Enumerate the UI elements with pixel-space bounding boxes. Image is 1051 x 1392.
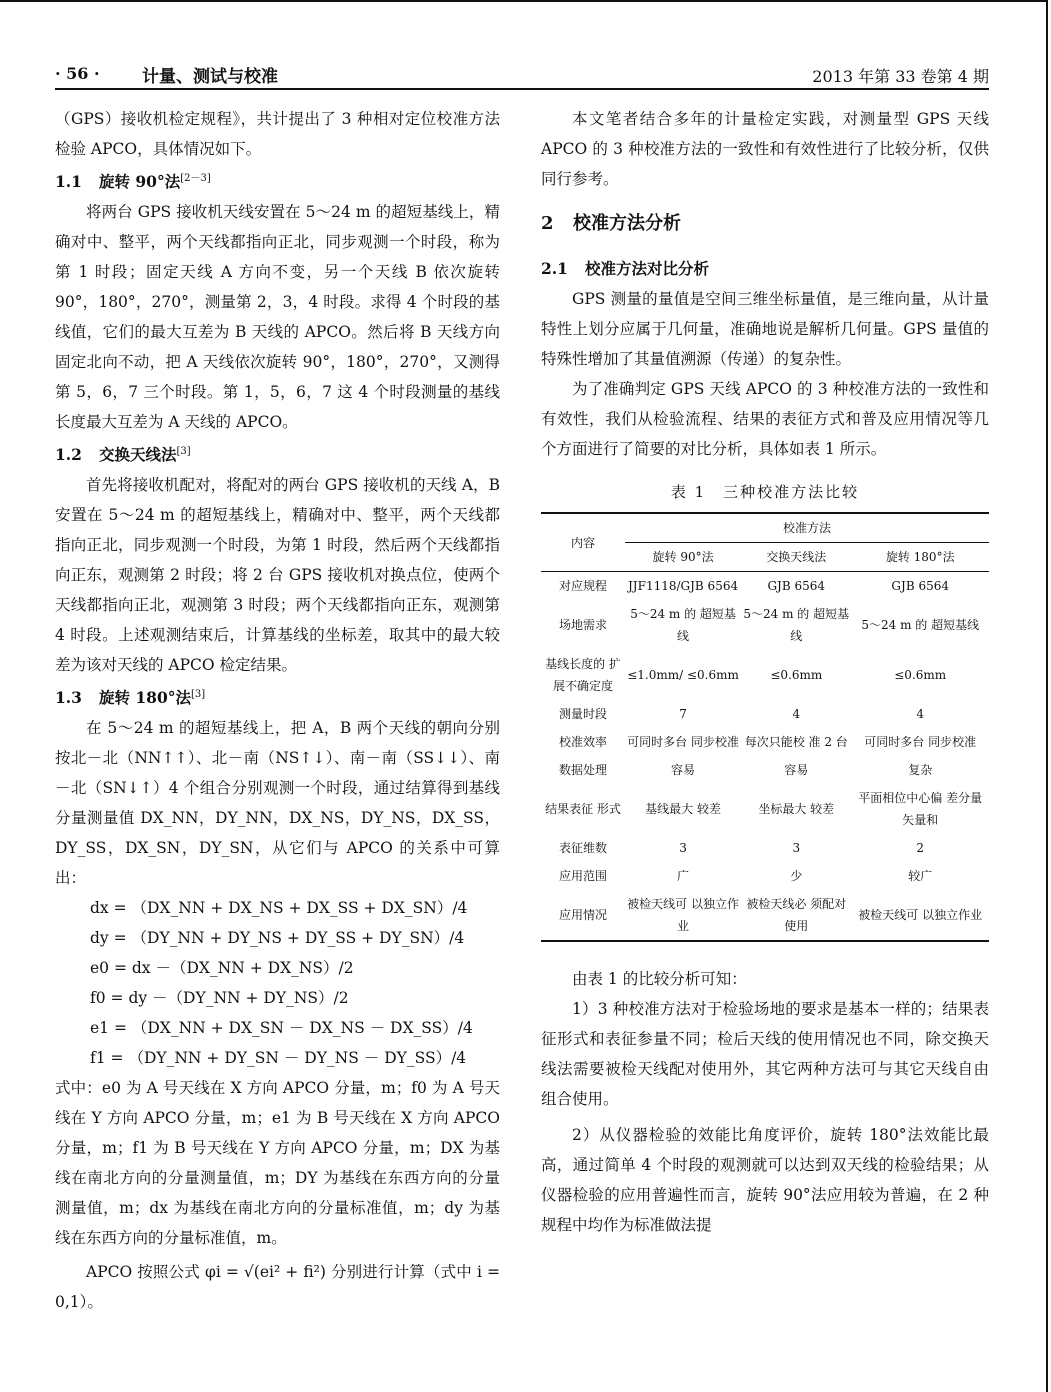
table-cell: 被检天线必 须配对使用: [741, 890, 851, 941]
table-cell: ≤0.6mm: [770, 668, 823, 682]
table-row: [541, 700, 989, 728]
table-cell: 3: [679, 841, 687, 855]
table-row-label: 结果表征 形式: [545, 802, 621, 816]
table-row-label: 应用范围: [558, 869, 607, 883]
table-cell: GJB 6564: [767, 579, 826, 593]
table-cell: 3: [792, 841, 801, 855]
table-cell: 容易: [671, 763, 696, 777]
page-right-border: [1046, 0, 1048, 1392]
paragraph: 为了准确判定 GPS 天线 APCO 的 3 种校准方法的一致性和有效性，我们从检验流程、结果的表征方式和普及应用情况等几个方面进行了简要的对比分析，具体如表 1 所示。: [541, 380, 989, 458]
table-header-method: 旋转 90°法: [625, 543, 741, 572]
table-cell: 坐标最大 较差: [758, 802, 835, 816]
table-cell: 每次只能校 准 2 台: [744, 735, 848, 749]
table-row: [541, 572, 989, 601]
table-row-label: 表征维数: [558, 841, 607, 855]
table-cell: 容易: [784, 763, 809, 777]
formula: dx = （DX_NN + DX_NS + DX_SS + DX_SN）/4: [90, 899, 468, 918]
paragraph: GPS 测量的量值是空间三维坐标量值，是三维向量，从计量特性上划分应属于几何量，准确地说是解析几何量。GPS 量值的特殊性增加了其量值溯源（传递）的复杂性。: [541, 290, 989, 368]
paragraph: 1）3 种校准方法对于检验场地的要求是基本一样的；结果表征形式和表征参量不同；检后天线的使用情况也不同，除交换天线法需要被检天线配对使用外，其它两种方法可与其它天线自由组合使用。: [541, 1000, 989, 1108]
table-cell: 少: [790, 869, 803, 883]
table-header-method: 旋转 180°法: [851, 543, 989, 572]
table-cell: 广: [677, 869, 690, 883]
section-heading: 1.2 交换天线法[3]: [55, 445, 191, 465]
table-cell: ≤0.6mm: [894, 668, 947, 682]
table-cell: 4: [916, 707, 925, 721]
table-cell: JJF1118/GJB 6564: [628, 579, 739, 593]
table-cell: ≤1.0mm/ ≤0.6mm: [627, 668, 739, 682]
table-cell: 5～24 m 的 超短基线: [861, 618, 980, 632]
table-cell: 7: [679, 707, 687, 721]
table-body: [541, 572, 989, 942]
table-caption: 表 1 三种校准方法比较: [670, 483, 860, 501]
section-heading: 2.1 校准方法对比分析: [541, 259, 710, 278]
paragraph: 将两台 GPS 接收机天线安置在 5～24 m 的超短基线上，精确对中、整平，两个天线都指向正北，同步观测一个时段，称为第 1 时段；固定天线 A 方向不变，另一个天线 B 依次旋转 90°，180°，270°，测量第 2，3，4 时段。求得 4 个时段的基线值，它们的最大互差为 B 天线的 APCO。然后将 B 天线方向固定北向不动，把 A 天线依次旋转 90°，180°，270°，又测得第 5，6，7 三个时段。第 1，5，6，7 这 4 个时段测量的基线长度最大互差为 A 天线的 APCO。: [55, 203, 500, 432]
table-row-label: 应用情况: [541, 890, 625, 941]
table-cell: 可同时多台 同步校准: [864, 735, 977, 749]
paragraph: 本文笔者结合多年的计量检定实践，对测量型 GPS 天线 APCO 的 3 种校准方法的一致性和有效性进行了比较分析，仅供同行参考。: [541, 110, 989, 188]
paragraph: 首先将接收机配对，将配对的两台 GPS 接收机的天线 A，B 安置在 5～24 m 的超短基线上，精确对中、整平，两个天线都指向正北，同步观测一个时段，为第 1 时段，然后两个天线都指向正东，观测第 2 时段；将 2 台 GPS 接收机对换点位，使两个天线都指向正北，观测第 3 时段；两个天线都指向正东，观测第 4 时段。上述观测结束后，计算基线的坐标差，取其中的最大较差为该对天线的 APCO 检定结果。: [55, 476, 500, 675]
table-cell: 可同时多台 同步校准: [627, 735, 739, 749]
paragraph: （GPS）接收机检定规程》，共计提出了 3 种相对定位校准方法检验 APCO，具体情况如下。: [55, 110, 500, 158]
formula: f1 = （DY_NN + DY_SN － DY_NS － DY_SS）/4: [90, 1049, 467, 1068]
formula: e0 = dx －（DX_NN + DX_NS）/2: [90, 959, 354, 978]
table-row: [541, 728, 989, 756]
table-cell: 基线最大 较差: [645, 802, 721, 816]
table-cell: 被检天线可 以独立作业: [851, 890, 989, 941]
issue-label: 2013 年第 33 卷第 4 期: [812, 67, 989, 86]
table-row-label: 测量时段: [558, 707, 607, 721]
table-row: [541, 834, 989, 862]
table-cell: 4: [792, 707, 801, 721]
table-header-content: 内容: [541, 513, 625, 572]
table-cell: 5～24 m 的 超短基线: [743, 607, 850, 643]
table-cell: 较广: [908, 869, 933, 883]
table-header-method: 交换天线法: [741, 543, 851, 572]
paragraph: 由表 1 的比较分析可知：: [572, 970, 747, 988]
table-cell: 复杂: [908, 763, 933, 777]
table-row: [541, 650, 989, 700]
table-cell: 被检天线可 以独立作业: [625, 890, 741, 941]
table-row-label: 数据处理: [558, 763, 607, 777]
table-row: [541, 862, 989, 890]
page-top-border: [0, 0, 1046, 2]
table-row-label: 基线长度的 扩展不确定度: [545, 657, 621, 693]
table-row: [541, 756, 989, 784]
formula-block: [55, 893, 500, 1073]
section-heading: 1.3 旋转 180°法[3]: [55, 688, 206, 708]
section-heading: 1.1 旋转 90°法[2－3]: [55, 172, 211, 192]
table-header-group: 校准方法: [625, 513, 989, 543]
table-row-label: 场地需求: [558, 618, 607, 632]
header-rule: [55, 88, 989, 90]
formula: e1 = （DX_NN + DX_SN － DX_NS － DX_SS）/4: [90, 1019, 473, 1038]
table-cell: 平面相位中心偏 差分量矢量和: [858, 791, 983, 827]
section-heading: 2 校准方法分析: [541, 213, 681, 234]
table-row: [541, 890, 989, 941]
table-cell: 5～24 m 的 超短基线: [630, 607, 736, 643]
table-cell: 2: [916, 841, 925, 855]
table-row: [541, 600, 989, 650]
paragraph: 式中：e0 为 A 号天线在 X 方向 APCO 分量，m；f0 为 A 号天线在 Y 方向 APCO 分量，m；e1 为 B 号天线在 X 方向 APCO 分量，m；f1 为 B 号天线在 Y 方向 APCO 分量，m；DX 为基线在南北方向的分量测量值，m；DY 为基线在东西方向的分量测量值，m；dx 为基线在南北方向的分量标准值，m；dy 为基线在东西方向的分量标准值，m。: [55, 1079, 500, 1248]
table-row: [541, 784, 989, 834]
formula: f0 = dy －（DY_NN + DY_NS）/2: [90, 989, 349, 1008]
table-cell: GJB 6564: [891, 579, 949, 593]
table-row-label: 校准效率: [558, 735, 607, 749]
running-header: [55, 60, 989, 90]
paragraph: 2）从仪器检验的效能比角度评价，旋转 180°法效能比最高，通过简单 4 个时段的观测就可以达到双天线的检验结果；从仪器检验的应用普遍性而言，旋转 90°法应用较为普遍，在 2 种规程中均作为标准做法提: [541, 1126, 989, 1234]
right-column: [541, 104, 989, 1240]
left-column: [55, 104, 500, 1317]
paragraph: 在 5～24 m 的超短基线上，把 A，B 两个天线的朝向分别按北－北（NN↑↑）、北－南（NS↑↓）、南－南（SS↓↓）、南－北（SN↓↑）4 个组合分别观测一个时段，通过结算得到基线分量测量值 DX_NN，DY_NN，DX_NS，DY_NS，DX_SS，DY_SS，DX_SN，DY_SN，从它们与 APCO 的关系中可算出：: [55, 719, 500, 888]
journal-name: 计量、测试与校准: [142, 67, 278, 87]
table-row-label: 对应规程: [558, 579, 607, 593]
page-number: · 56 ·: [55, 64, 100, 83]
comparison-table: [541, 512, 989, 942]
formula: dy = （DY_NN + DY_NS + DY_SS + DY_SN）/4: [90, 929, 465, 948]
paragraph: APCO 按照公式 φi = √(ei² + fi²) 分别进行计算（式中 i = 0,1）。: [55, 1263, 500, 1312]
